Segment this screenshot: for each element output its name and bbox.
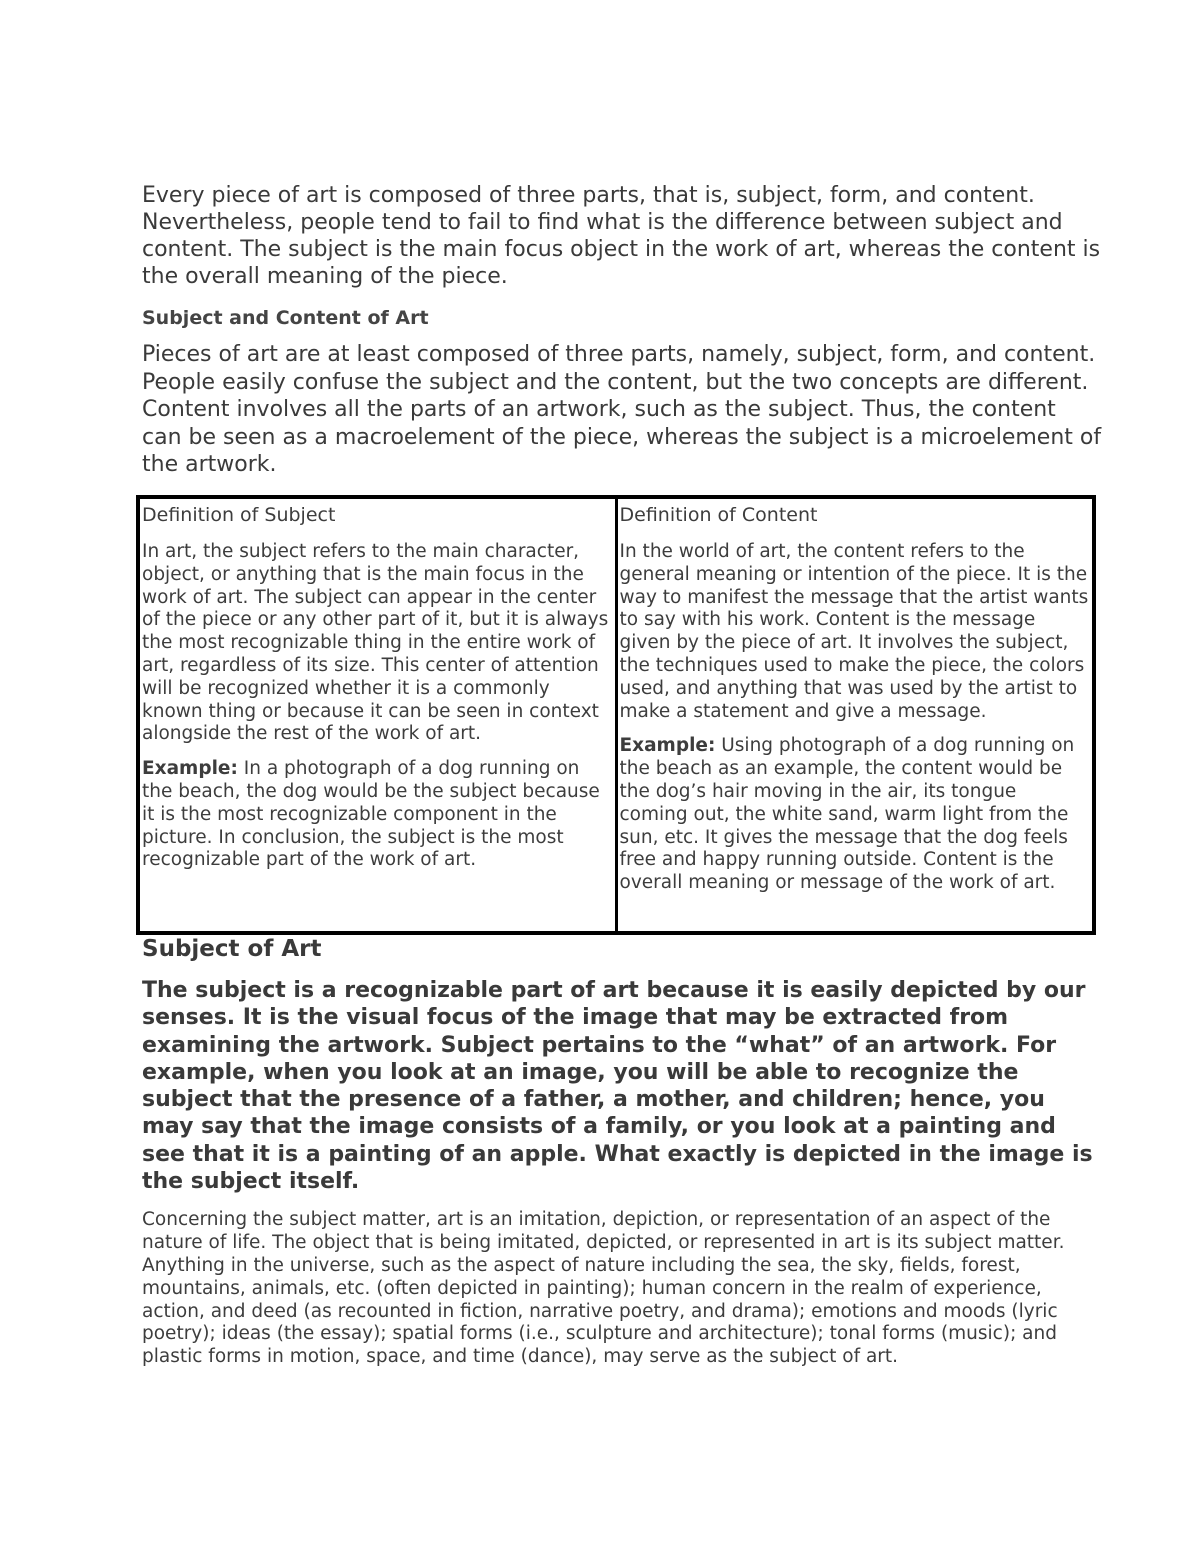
example-text: Using photograph of a dog running on the beach as an example, the content would be the dog’s hair moving in the air, its tongue coming out, the white sand, warm light from the sun, etc. It gives the message that the dog feels free and happy running outside. Content is the overall meaning or message of the work of art. bbox=[619, 735, 1075, 894]
definition-content-example bbox=[620, 735, 1091, 895]
example-label: Example: bbox=[142, 758, 238, 780]
definition-subject-heading: Definition of Subject bbox=[142, 504, 336, 526]
section-paragraph-subject-and-content: Pieces of art are at least composed of three parts, namely, subject, form, and content. People easily confuse the subject and the content, but the two concepts are different. Content involves all the parts of an artwork, such as the subject. Thus, the content can be seen as a macroelement of the piece, whereas the subject is a microelement of the artwork. bbox=[142, 342, 1102, 477]
table-row bbox=[138, 497, 1094, 933]
subject-matter-paragraph: Concerning the subject matter, art is an imitation, depiction, or representation of an aspect of the nature of life. The object that is being imitated, depicted, or represented in art is its subject matter. Anything in the universe, such as the aspect of nature including the sea, the sky, fields, forest, mountains, animals, etc. (often depicted in painting); human concern in the realm of experience, action, and deed (as recounted in fiction, narrative poetry, and drama); emotions and moods (lyric poetry); ideas (the essay); spatial forms (i.e., sculpture and architecture); tonal forms (music); and plastic forms in motion, space, and time (dance), may serve as the subject of art. bbox=[142, 1209, 1065, 1368]
definition-subject-text: In art, the subject refers to the main character, object, or anything that is the main focus in the work of art. The subject can appear in the center of the piece or any other part of it, but it is always the most recognizable thing in the entire work of art, regardless of its size. This center of attention will be recognized whether it is a commonly known thing or because it can be seen in context alongside the rest of the work of art. bbox=[142, 541, 609, 745]
document-page-bottom bbox=[142, 933, 1102, 1369]
intro-paragraph: Every piece of art is composed of three parts, that is, subject, form, and content. Nevertheless, people tend to fail to find what is the difference between subject and content. The subject is the main focus object in the work of art, whereas the content is the overall meaning of the piece. bbox=[142, 183, 1101, 289]
definition-content-cell bbox=[616, 497, 1094, 933]
definition-subject-example bbox=[142, 758, 613, 872]
definition-subject-cell bbox=[138, 497, 616, 933]
example-label: Example: bbox=[619, 735, 716, 757]
subject-of-art-bold-paragraph: The subject is a recognizable part of art because it is easily depicted by our senses. It is the visual focus of the image that may be extracted from examining the artwork. Subject pertains to the “what” of an artwork. For example, when you look at an image, you will be able to recognize the subject that the presence of a father, a mother, and children; hence, you may say that the image consists of a family, or you look at a painting and see that it is a painting of an apple. What exactly is depicted in the image is the subject itself. bbox=[142, 978, 1093, 1195]
section-heading-subject-of-art: Subject of Art bbox=[142, 936, 322, 962]
definitions-table bbox=[136, 495, 1096, 935]
document-page-top bbox=[142, 182, 1102, 489]
definition-content-heading: Definition of Content bbox=[619, 504, 818, 526]
section-heading-subject-and-content: Subject and Content of Art bbox=[142, 307, 429, 329]
definition-content-text: In the world of art, the content refers to the general meaning or intention of the piece. It is the way to manifest the message that the artist wants to say with his work. Content is the message given by the piece of art. It involves the subject, the techniques used to make the piece, the colors used, and anything that was used by the artist to make a statement and give a message. bbox=[619, 541, 1089, 722]
example-text: In a photograph of a dog running on the beach, the dog would be the subject because it is the most recognizable component in the picture. In conclusion, the subject is the most recognizable part of the work of art. bbox=[142, 758, 600, 871]
